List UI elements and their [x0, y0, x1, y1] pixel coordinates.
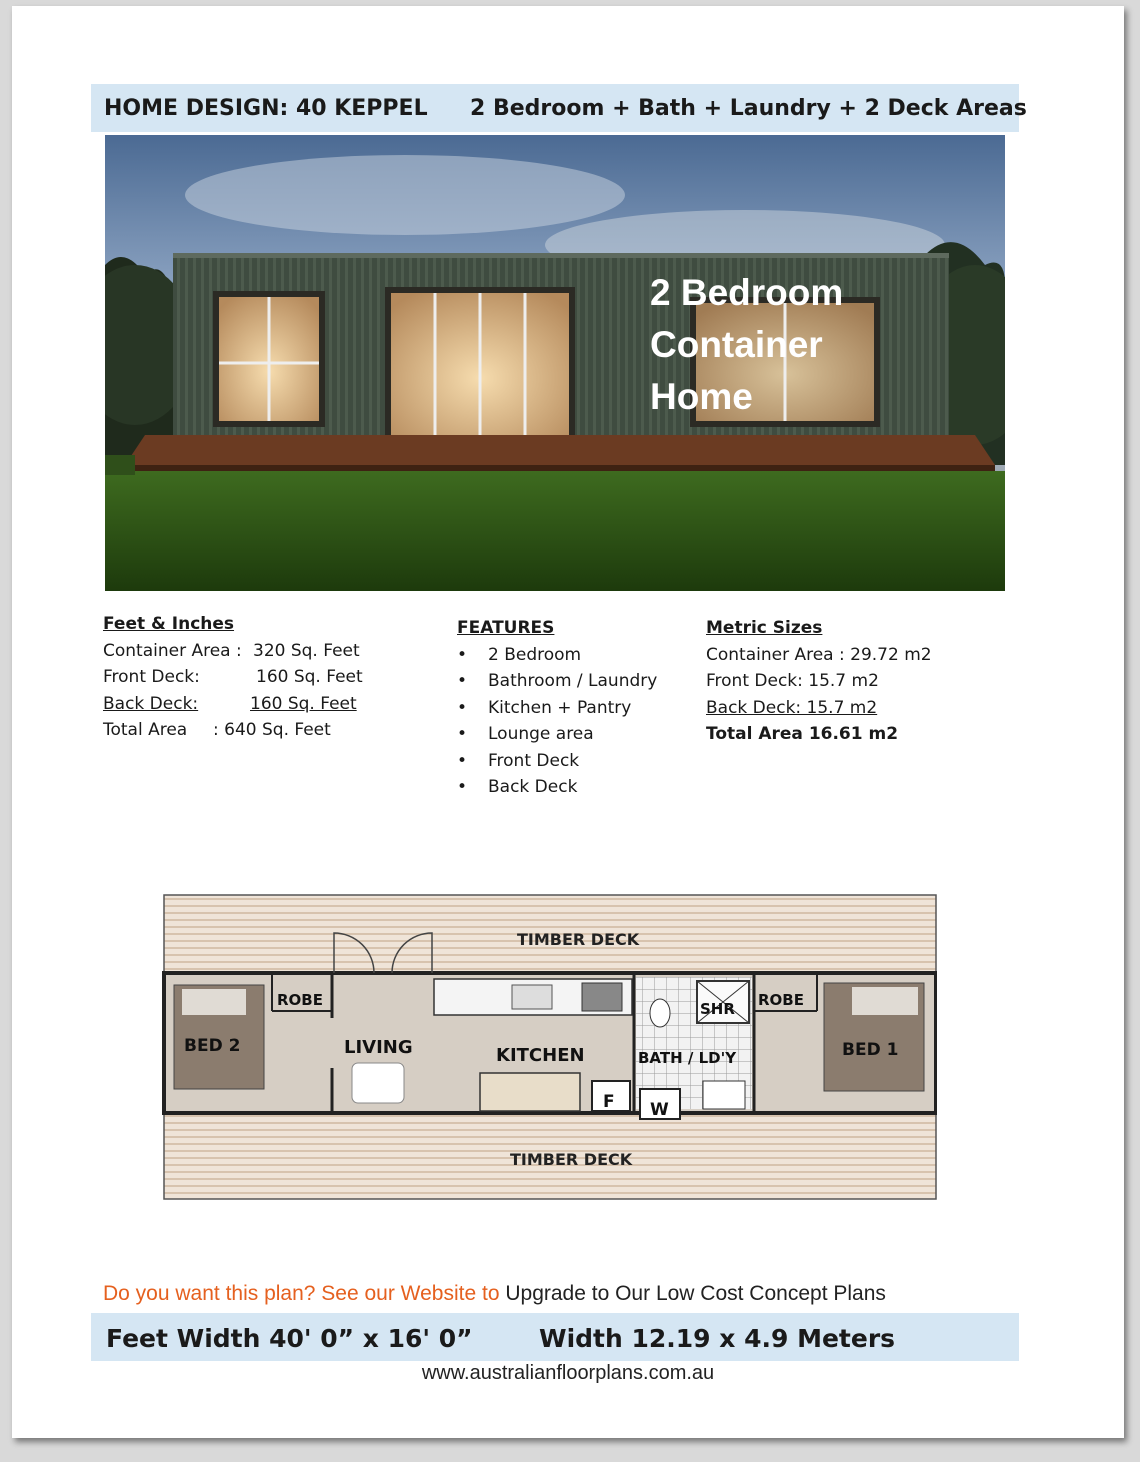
metric-heading: Metric Sizes [706, 618, 823, 638]
living-label: LIVING [344, 1037, 413, 1058]
cta-line [103, 1282, 886, 1306]
feet-row-label: Front Deck: [103, 667, 200, 687]
list-item: • Kitchen + Pantry [457, 695, 697, 722]
features-section [457, 615, 697, 801]
list-item: • Lounge area [457, 721, 697, 748]
top-deck-label: TIMBER DECK [517, 930, 640, 949]
metric-row: Back Deck: 15.7 m2 [706, 697, 878, 718]
feet-row-label: Container Area : [103, 640, 242, 661]
metric-section [706, 615, 1006, 748]
bed1-label: BED 1 [842, 1040, 899, 1060]
photo-overlay-line1: 2 Bedroom [650, 272, 844, 313]
feet-row [103, 638, 403, 665]
feet-row [103, 691, 403, 718]
feet-row [103, 664, 403, 691]
features-heading: FEATURES [457, 618, 555, 638]
cta-upgrade-text: Upgrade to Our Low Cost Concept Plans [505, 1282, 886, 1305]
photo-overlay-line3: Home [650, 376, 753, 417]
feet-inches-section [103, 611, 403, 744]
bed2-label: BED 2 [184, 1036, 241, 1056]
design-title: HOME DESIGN: 40 KEPPEL [104, 96, 428, 121]
features-list [457, 642, 697, 801]
shower-label: SHR [700, 1000, 735, 1018]
website-url[interactable]: www.australianfloorplans.com.au [421, 1362, 715, 1384]
list-item: • Back Deck [457, 774, 697, 801]
kitchen-label: KITCHEN [496, 1045, 585, 1066]
feet-row [103, 717, 403, 744]
floor-plan [162, 893, 937, 1203]
photo-overlay-line2: Container [650, 324, 823, 365]
feet-inches-heading: Feet & Inches [103, 614, 235, 634]
fridge-label: F [603, 1092, 615, 1112]
feet-row-label: Total Area [103, 720, 188, 740]
metric-width: Width 12.19 x 4.9 Meters [539, 1324, 896, 1353]
feet-row-value: : 640 Sq. Feet [213, 720, 331, 740]
metric-row: Container Area : 29.72 m2 [706, 644, 932, 665]
robe-left-label: ROBE [277, 991, 323, 1009]
list-item: • Bathroom / Laundry [457, 668, 697, 695]
metric-row: Front Deck: 15.7 m2 [706, 671, 879, 691]
list-item: • Front Deck [457, 748, 697, 775]
feet-row-value: 320 Sq. Feet [253, 640, 360, 661]
house-render-photo [105, 135, 1005, 591]
washer-label: W [650, 1100, 669, 1120]
feet-width: Feet Width 40' 0” x 16' 0” [106, 1324, 473, 1353]
feet-row-value: 160 Sq. Feet [256, 667, 363, 687]
feet-row-value: 160 Sq. Feet [250, 693, 357, 714]
list-item: • 2 Bedroom [457, 642, 697, 669]
brochure-page [12, 6, 1124, 1438]
feet-row-label: Back Deck: [103, 693, 199, 714]
bath-ldy-label: BATH / LD'Y [638, 1049, 737, 1067]
robe-right-label: ROBE [758, 991, 804, 1009]
design-summary: 2 Bedroom + Bath + Laundry + 2 Deck Areas [470, 96, 1027, 121]
bottom-deck-label: TIMBER DECK [510, 1150, 633, 1169]
cta-orange-text[interactable]: Do you want this plan? See our Website to [103, 1282, 500, 1305]
metric-total-row: Total Area 16.61 m2 [706, 724, 899, 744]
